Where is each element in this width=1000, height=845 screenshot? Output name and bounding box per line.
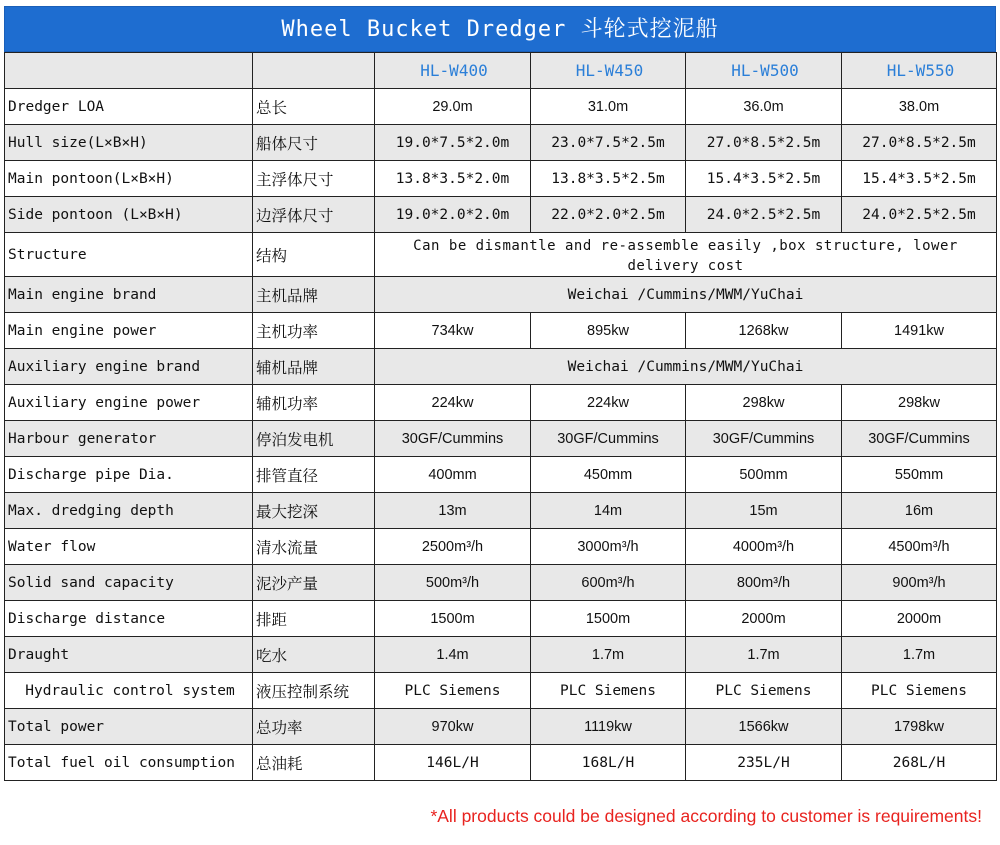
spec-label-cn: 总油耗: [253, 745, 375, 781]
spec-value: 500m³/h: [375, 565, 531, 601]
spec-value: PLC Siemens: [531, 673, 686, 709]
spec-label-cn: 总功率: [253, 709, 375, 745]
spec-label-cn: 排距: [253, 601, 375, 637]
spec-label-cn: 总长: [253, 89, 375, 125]
spec-value: 168L/H: [531, 745, 686, 781]
table-row: [5, 493, 997, 529]
spec-value: 1566kw: [686, 709, 842, 745]
spec-value: 298kw: [686, 385, 842, 421]
model-header: HL-W400: [375, 53, 531, 89]
sheet-title: Wheel Bucket Dredger 斗轮式挖泥船: [4, 6, 996, 52]
spec-value: 970kw: [375, 709, 531, 745]
spec-value: 13.8*3.5*2.5m: [531, 161, 686, 197]
spec-value: 19.0*7.5*2.0m: [375, 125, 531, 161]
header-blank-en: [5, 53, 253, 89]
table-row: [5, 529, 997, 565]
spec-value: 4500m³/h: [842, 529, 997, 565]
spec-sheet: [4, 6, 996, 781]
spec-label-cn: 主机功率: [253, 313, 375, 349]
spec-value: 30GF/Cummins: [531, 421, 686, 457]
spec-value: 15m: [686, 493, 842, 529]
spec-value: 30GF/Cummins: [375, 421, 531, 457]
spec-label-en: Harbour generator: [5, 421, 253, 457]
spec-value: 800m³/h: [686, 565, 842, 601]
spec-value: 1268kw: [686, 313, 842, 349]
spec-label-en: Draught: [5, 637, 253, 673]
spec-label-en: Side pontoon (L×B×H): [5, 197, 253, 233]
spec-label-cn: 主机品牌: [253, 277, 375, 313]
spec-label-en: Main pontoon(L×B×H): [5, 161, 253, 197]
spec-label-en: Auxiliary engine power: [5, 385, 253, 421]
spec-label-en: Auxiliary engine brand: [5, 349, 253, 385]
table-row: [5, 313, 997, 349]
spec-label-en: Dredger LOA: [5, 89, 253, 125]
spec-value: 22.0*2.0*2.5m: [531, 197, 686, 233]
spec-value: 1500m: [375, 601, 531, 637]
spec-value: 24.0*2.5*2.5m: [686, 197, 842, 233]
spec-label-en: Hydraulic control system: [5, 673, 253, 709]
table-row: [5, 385, 997, 421]
spec-label-cn: 船体尺寸: [253, 125, 375, 161]
spec-label-en: Discharge pipe Dia.: [5, 457, 253, 493]
table-row: [5, 745, 997, 781]
model-header: HL-W500: [686, 53, 842, 89]
spec-value: 27.0*8.5*2.5m: [686, 125, 842, 161]
header-blank-cn: [253, 53, 375, 89]
table-row: [5, 565, 997, 601]
spec-label-cn: 吃水: [253, 637, 375, 673]
spec-value: 36.0m: [686, 89, 842, 125]
spec-value-merged: Weichai /Cummins/MWM/YuChai: [375, 349, 997, 385]
spec-value: 2000m: [842, 601, 997, 637]
spec-value: 15.4*3.5*2.5m: [842, 161, 997, 197]
spec-value: 2000m: [686, 601, 842, 637]
spec-label-cn: 辅机品牌: [253, 349, 375, 385]
spec-value: 13m: [375, 493, 531, 529]
spec-value: 31.0m: [531, 89, 686, 125]
spec-value: 450mm: [531, 457, 686, 493]
requirements-note: *All products could be designed according to customer is requirements!: [430, 806, 982, 826]
spec-value: 298kw: [842, 385, 997, 421]
spec-value: 3000m³/h: [531, 529, 686, 565]
spec-table: [4, 52, 997, 781]
spec-label-en: Total power: [5, 709, 253, 745]
spec-value: 1119kw: [531, 709, 686, 745]
spec-value: 550mm: [842, 457, 997, 493]
table-row: [5, 421, 997, 457]
spec-label-en: Structure: [5, 233, 253, 277]
table-row: [5, 637, 997, 673]
spec-label-cn: 排管直径: [253, 457, 375, 493]
spec-value-merged: Weichai /Cummins/MWM/YuChai: [375, 277, 997, 313]
spec-value: 23.0*7.5*2.5m: [531, 125, 686, 161]
spec-label-en: Total fuel oil consumption: [5, 745, 253, 781]
spec-value: 1500m: [531, 601, 686, 637]
spec-value: 30GF/Cummins: [842, 421, 997, 457]
spec-label-en: Max. dredging depth: [5, 493, 253, 529]
spec-label-cn: 停泊发电机: [253, 421, 375, 457]
spec-value: 500mm: [686, 457, 842, 493]
model-header: HL-W550: [842, 53, 997, 89]
spec-value: 29.0m: [375, 89, 531, 125]
spec-value: 27.0*8.5*2.5m: [842, 125, 997, 161]
table-row: [5, 89, 997, 125]
table-row: [5, 277, 997, 313]
spec-label-cn: 最大挖深: [253, 493, 375, 529]
spec-value-merged: Can be dismantle and re-assemble easily ,box structure, lower delivery cost: [375, 233, 997, 277]
spec-value: 1.7m: [686, 637, 842, 673]
spec-label-cn: 边浮体尺寸: [253, 197, 375, 233]
spec-label-en: Discharge distance: [5, 601, 253, 637]
spec-value: 1.7m: [842, 637, 997, 673]
spec-value: 600m³/h: [531, 565, 686, 601]
spec-value: 235L/H: [686, 745, 842, 781]
spec-label-en: Main engine power: [5, 313, 253, 349]
spec-value: 38.0m: [842, 89, 997, 125]
table-row: [5, 233, 997, 277]
spec-value: 224kw: [375, 385, 531, 421]
spec-value: 24.0*2.5*2.5m: [842, 197, 997, 233]
spec-value: 4000m³/h: [686, 529, 842, 565]
model-header: HL-W450: [531, 53, 686, 89]
spec-label-cn: 清水流量: [253, 529, 375, 565]
table-row: [5, 601, 997, 637]
spec-label-cn: 泥沙产量: [253, 565, 375, 601]
table-row: [5, 349, 997, 385]
spec-value: 1798kw: [842, 709, 997, 745]
spec-value: 895kw: [531, 313, 686, 349]
spec-value: PLC Siemens: [842, 673, 997, 709]
spec-value: 268L/H: [842, 745, 997, 781]
spec-value: 19.0*2.0*2.0m: [375, 197, 531, 233]
spec-value: PLC Siemens: [686, 673, 842, 709]
table-row: [5, 197, 997, 233]
spec-label-en: Water flow: [5, 529, 253, 565]
spec-value: 13.8*3.5*2.0m: [375, 161, 531, 197]
spec-label-en: Main engine brand: [5, 277, 253, 313]
header-row: [5, 53, 997, 89]
table-row: [5, 709, 997, 745]
spec-value: PLC Siemens: [375, 673, 531, 709]
spec-value: 16m: [842, 493, 997, 529]
spec-value: 2500m³/h: [375, 529, 531, 565]
table-row: [5, 457, 997, 493]
spec-value: 224kw: [531, 385, 686, 421]
spec-value: 30GF/Cummins: [686, 421, 842, 457]
table-row: [5, 673, 997, 709]
spec-value: 14m: [531, 493, 686, 529]
spec-label-cn: 辅机功率: [253, 385, 375, 421]
spec-value: 1.7m: [531, 637, 686, 673]
spec-label-cn: 液压控制系统: [253, 673, 375, 709]
spec-label-en: Solid sand capacity: [5, 565, 253, 601]
spec-value: 400mm: [375, 457, 531, 493]
spec-label-cn: 主浮体尺寸: [253, 161, 375, 197]
table-row: [5, 161, 997, 197]
spec-label-en: Hull size(L×B×H): [5, 125, 253, 161]
spec-value: 146L/H: [375, 745, 531, 781]
table-row: [5, 125, 997, 161]
spec-value: 15.4*3.5*2.5m: [686, 161, 842, 197]
spec-value: 900m³/h: [842, 565, 997, 601]
spec-value: 734kw: [375, 313, 531, 349]
spec-value: 1.4m: [375, 637, 531, 673]
spec-value: 1491kw: [842, 313, 997, 349]
spec-label-cn: 结构: [253, 233, 375, 277]
